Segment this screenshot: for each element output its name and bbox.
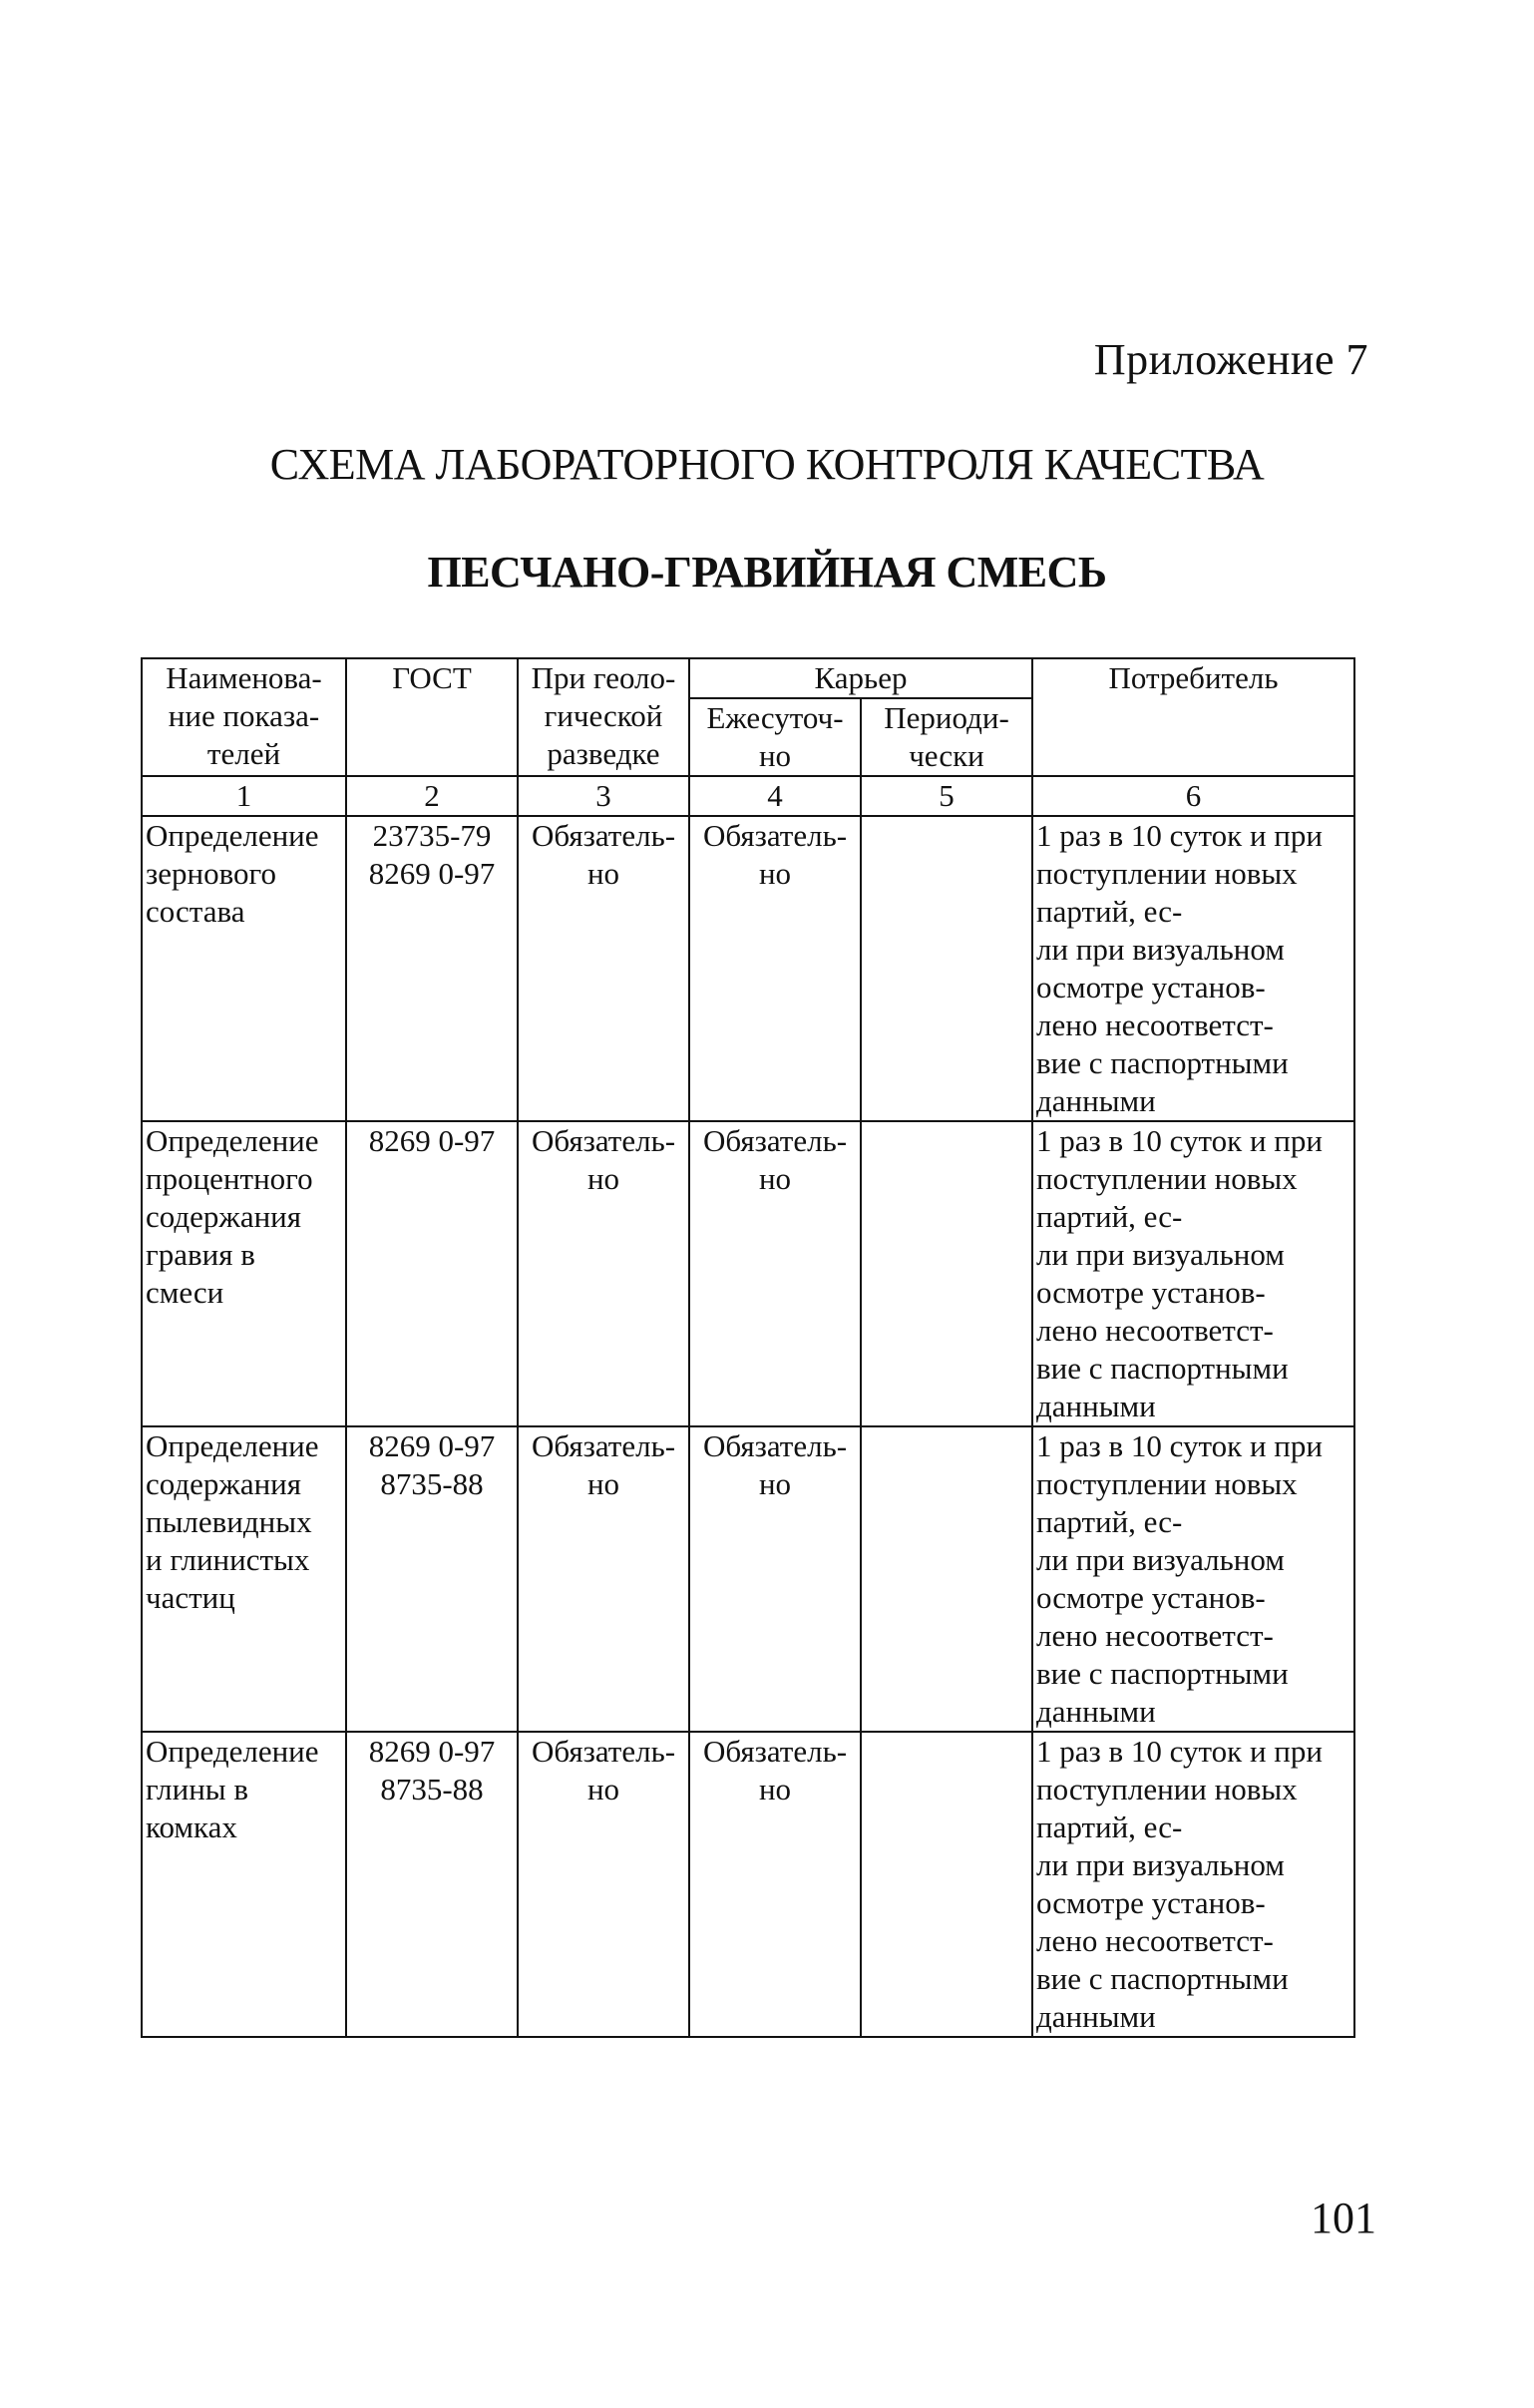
column-number: 1 xyxy=(142,776,346,816)
quarry-daily-value: Обязатель- но xyxy=(689,1121,861,1426)
table-row xyxy=(142,816,1354,1121)
indicator-name: Определение глины в комках xyxy=(142,1732,346,2037)
geo-exploration-value: Обязатель- но xyxy=(518,1426,689,1732)
column-number: 3 xyxy=(518,776,689,816)
appendix-label: Приложение 7 xyxy=(1093,335,1368,384)
consumer-value: 1 раз в 10 суток и при поступлении новых партий, ес- ли при визуальном осмотре установ- лено несоответст- вие с паспортными данными xyxy=(1032,1426,1354,1732)
quarry-periodic-value xyxy=(861,816,1032,1121)
quarry-daily-value: Обязатель- но xyxy=(689,816,861,1121)
table-row xyxy=(142,1732,1354,2037)
gost-value: 8269 0-97 8735-88 xyxy=(346,1732,518,2037)
table-row xyxy=(142,1121,1354,1426)
header-consumer: Потребитель xyxy=(1032,658,1354,776)
header-gost: ГОСТ xyxy=(346,658,518,776)
quarry-daily-value: Обязатель- но xyxy=(689,1732,861,2037)
header-periodic: Периоди- чески xyxy=(861,698,1032,776)
document-subtitle: ПЕСЧАНО-ГРАВИЙНАЯ СМЕСЬ xyxy=(427,548,1107,597)
quarry-periodic-value xyxy=(861,1426,1032,1732)
consumer-value: 1 раз в 10 суток и при поступлении новых партий, ес- ли при визуальном осмотре установ- лено несоответст- вие с паспортными данными xyxy=(1032,1121,1354,1426)
quarry-periodic-value xyxy=(861,1732,1032,2037)
column-number: 2 xyxy=(346,776,518,816)
header-row-top xyxy=(142,658,1354,698)
gost-value: 23735-79 8269 0-97 xyxy=(346,816,518,1121)
quarry-periodic-value xyxy=(861,1121,1032,1426)
page-number: 101 xyxy=(1311,2194,1376,2242)
column-number: 6 xyxy=(1032,776,1354,816)
column-number: 5 xyxy=(861,776,1032,816)
indicator-name: Определение зернового состава xyxy=(142,816,346,1121)
header-daily: Ежесуточ- но xyxy=(689,698,861,776)
quarry-daily-value: Обязатель- но xyxy=(689,1426,861,1732)
consumer-value: 1 раз в 10 суток и при поступлении новых партий, ес- ли при визуальном осмотре установ- лено несоответст- вие с паспортными данными xyxy=(1032,1732,1354,2037)
gost-value: 8269 0-97 8735-88 xyxy=(346,1426,518,1732)
indicator-name: Определение содержания пылевидных и глинистых частиц xyxy=(142,1426,346,1732)
geo-exploration-value: Обязатель- но xyxy=(518,1121,689,1426)
quality-control-table xyxy=(141,657,1355,2038)
table-row xyxy=(142,1426,1354,1732)
column-number: 4 xyxy=(689,776,861,816)
header-quarry: Карьер xyxy=(689,658,1032,698)
geo-exploration-value: Обязатель- но xyxy=(518,816,689,1121)
gost-value: 8269 0-97 xyxy=(346,1121,518,1426)
document-title: СХЕМА ЛАБОРАТОРНОГО КОНТРОЛЯ КАЧЕСТВА xyxy=(269,440,1265,489)
column-number-row xyxy=(142,776,1354,816)
header-geo: При геоло- гической разведке xyxy=(518,658,689,776)
consumer-value: 1 раз в 10 суток и при поступлении новых партий, ес- ли при визуальном осмотре установ- лено несоответст- вие с паспортными данными xyxy=(1032,816,1354,1121)
indicator-name: Определение процентного содержания гравия в смеси xyxy=(142,1121,346,1426)
header-name: Наименова- ние показа- телей xyxy=(142,658,346,776)
geo-exploration-value: Обязатель- но xyxy=(518,1732,689,2037)
